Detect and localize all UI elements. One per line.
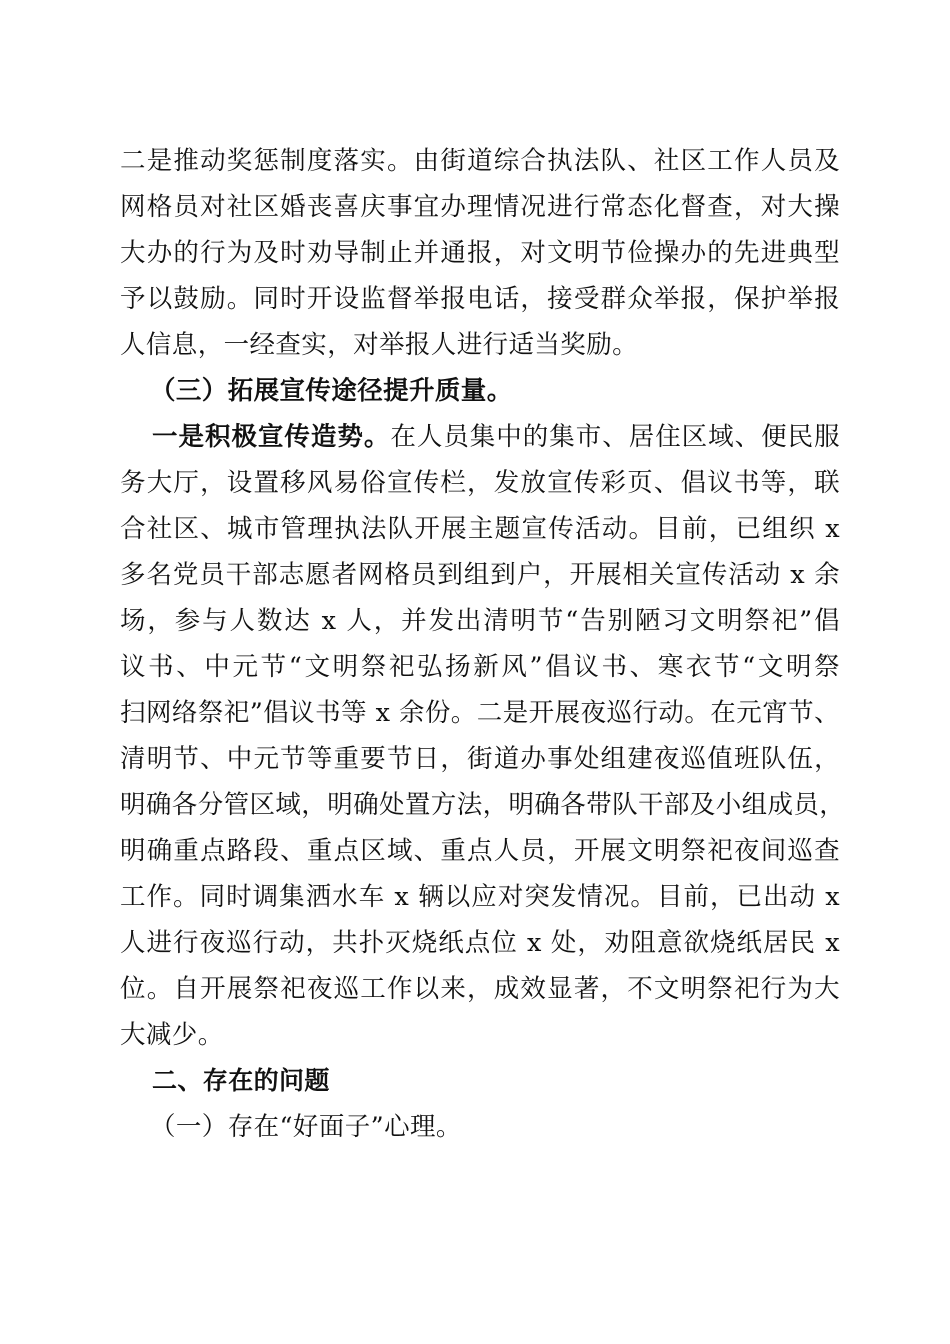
subheading-1: （一）存在“好面子”心理。	[150, 1112, 462, 1142]
paragraph-line: 多名党员干部志愿者网格员到组到户，开展相关宣传活动 x 余	[120, 560, 840, 590]
paragraph-line: 大减少。	[120, 1020, 224, 1050]
paragraph-line: 二是推动奖惩制度落实。由街道综合执法队、社区工作人员及	[120, 146, 840, 176]
paragraph-line: 明确重点路段、重点区域、重点人员，开展文明祭祀夜间巡查	[120, 836, 840, 866]
paragraph-lead: 一是积极宣传造势。	[152, 422, 391, 452]
paragraph-line: 务大厅，设置移风易俗宣传栏，发放宣传彩页、倡议书等，联	[120, 468, 840, 498]
paragraph-line: 合社区、城市管理执法队开展主题宣传活动。目前，已组织 x	[120, 514, 840, 544]
section-heading: 二、存在的问题	[152, 1066, 330, 1095]
paragraph-first-line	[152, 420, 840, 454]
paragraph-line: 大办的行为及时劝导制止并通报，对文明节俭操办的先进典型	[120, 238, 840, 268]
paragraph-line: 人进行夜巡行动，共扑灭烧纸点位 x 处，劝阻意欲烧纸居民 x	[120, 928, 840, 958]
paragraph-line: 网格员对社区婚丧喜庆事宜办理情况进行常态化督查，对大操	[120, 192, 840, 222]
paragraph-line: 清明节、中元节等重要节日，街道办事处组建夜巡值班队伍，	[120, 744, 840, 774]
paragraph-line-rest: 在人员集中的集市、居住区域、便民服	[390, 422, 840, 452]
paragraph-line: 议书、中元节“文明祭祀弘扬新风”倡议书、寒衣节“文明祭	[120, 652, 840, 682]
subheading-3: （三）拓展宣传途径提升质量。	[150, 376, 513, 406]
paragraph-line: 人信息，一经查实，对举报人进行适当奖励。	[120, 330, 639, 360]
paragraph-line: 位。自开展祭祀夜巡工作以来，成效显著，不文明祭祀行为大	[120, 974, 840, 1004]
paragraph-line: 场，参与人数达 x 人，并发出清明节“告别陋习文明祭祀”倡	[120, 606, 840, 636]
paragraph-line: 明确各分管区域，明确处置方法，明确各带队干部及小组成员，	[120, 790, 846, 820]
paragraph-line: 予以鼓励。同时开设监督举报电话，接受群众举报，保护举报	[120, 284, 840, 314]
paragraph-line: 工作。同时调集洒水车 x 辆以应对突发情况。目前，已出动 x	[120, 882, 840, 912]
paragraph-line: 扫网络祭祀”倡议书等 x 余份。二是开展夜巡行动。在元宵节、	[120, 698, 840, 728]
